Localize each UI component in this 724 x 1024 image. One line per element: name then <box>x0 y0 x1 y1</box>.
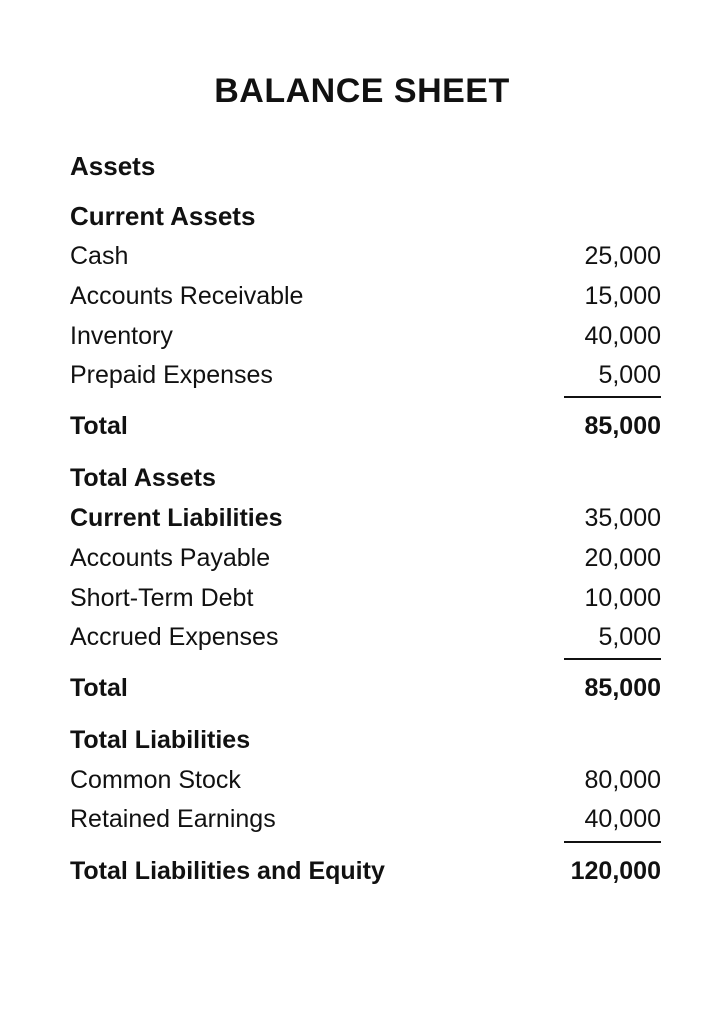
equity-row-retained-earnings <box>70 803 661 835</box>
line-item-label: Prepaid Expenses <box>70 361 273 389</box>
page-title: BALANCE SHEET <box>214 72 510 110</box>
line-item-amount: 5,000 <box>598 623 661 651</box>
asset-row-cash <box>70 240 661 272</box>
liability-row-accrued-expenses <box>70 621 661 653</box>
total-liabilities-and-equity-row <box>70 855 661 887</box>
asset-row-inventory <box>70 320 661 352</box>
grand-total-divider <box>564 841 661 843</box>
current-liabilities-total-row <box>70 672 661 704</box>
subtotal-divider <box>564 658 661 660</box>
liability-row-short-term-debt <box>70 582 661 614</box>
total-assets-label: Total Assets <box>70 464 216 492</box>
line-item-amount: 25,000 <box>584 242 661 270</box>
current-liabilities-heading-row <box>70 502 661 534</box>
line-item-label: Common Stock <box>70 766 241 794</box>
total-label: Total <box>70 674 128 702</box>
line-item-amount: 5,000 <box>598 361 661 389</box>
line-item-amount: 80,000 <box>584 766 661 794</box>
asset-row-prepaid-expenses <box>70 359 661 391</box>
current-liabilities-heading-amount: 35,000 <box>584 504 661 532</box>
line-item-amount: 40,000 <box>584 322 661 350</box>
grand-total-amount: 120,000 <box>570 857 661 885</box>
total-label: Total <box>70 412 128 440</box>
line-item-label: Short-Term Debt <box>70 584 254 612</box>
assets-heading-row <box>70 150 661 182</box>
assets-heading: Assets <box>70 151 156 181</box>
current-assets-heading-row <box>70 200 661 232</box>
total-amount: 85,000 <box>584 674 661 702</box>
total-liabilities-label: Total Liabilities <box>70 726 251 754</box>
total-amount: 85,000 <box>584 412 661 440</box>
line-item-label: Cash <box>70 242 129 270</box>
line-item-label: Accrued Expenses <box>70 623 279 651</box>
equity-row-common-stock <box>70 764 661 796</box>
line-item-amount: 40,000 <box>584 805 661 833</box>
current-assets-heading: Current Assets <box>70 201 256 231</box>
line-item-amount: 20,000 <box>584 544 661 572</box>
liability-row-accounts-payable <box>70 542 661 574</box>
total-liabilities-row <box>70 724 661 756</box>
line-item-amount: 15,000 <box>584 282 661 310</box>
subtotal-divider <box>564 396 661 398</box>
current-liabilities-heading: Current Liabilities <box>70 504 283 532</box>
grand-total-label: Total Liabilities and Equity <box>70 857 385 885</box>
asset-row-accounts-receivable <box>70 280 661 312</box>
current-assets-total-row <box>70 410 661 442</box>
line-item-label: Retained Earnings <box>70 805 276 833</box>
line-item-label: Accounts Receivable <box>70 282 304 310</box>
total-assets-row <box>70 462 661 494</box>
line-item-amount: 10,000 <box>584 584 661 612</box>
line-item-label: Accounts Payable <box>70 544 271 572</box>
line-item-label: Inventory <box>70 322 173 350</box>
